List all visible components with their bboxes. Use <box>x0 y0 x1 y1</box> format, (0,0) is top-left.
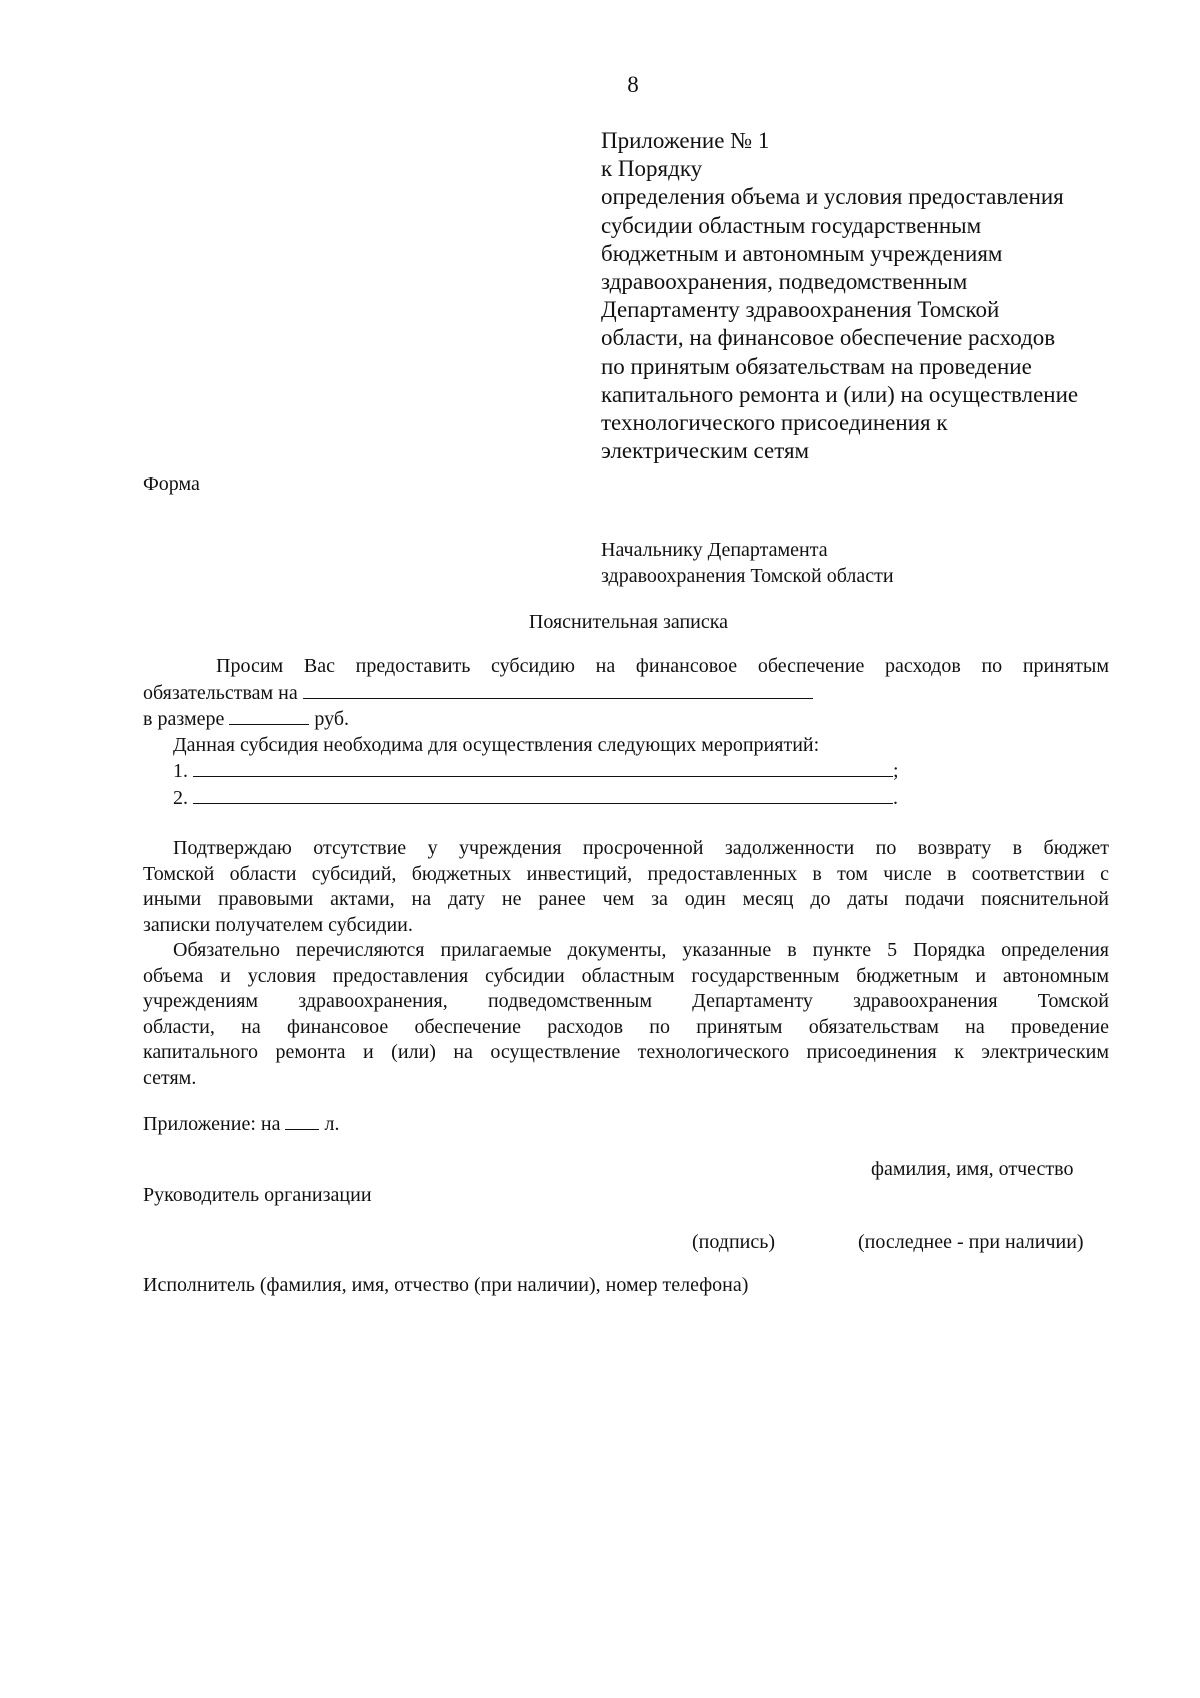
currency-label: руб. <box>314 708 350 730</box>
request-paragraph <box>143 654 1109 811</box>
executor-line: Исполнитель (фамилия, имя, отчество (при наличии), номер телефона) <box>143 1274 749 1296</box>
head-of-organization-label: Руководитель организации <box>143 1184 372 1206</box>
appendix-line: субсидии областным государственным <box>601 212 982 238</box>
amount-line <box>143 706 1109 733</box>
fio-note-label: (последнее - при наличии) <box>858 1231 1084 1253</box>
activity-item-1 <box>143 758 1109 785</box>
addressee-line: здравоохранения Томской области <box>601 565 894 587</box>
attached-line: Обязательно перечисляются прилагаемые документы, указанные в пункте 5 Порядка определения <box>173 939 1109 961</box>
activity-blank-2[interactable] <box>193 785 893 804</box>
enclosure-label: Приложение: на <box>143 1113 281 1135</box>
activity-blank-1[interactable] <box>193 758 893 777</box>
attached-line: учреждениям здравоохранения, подведомственным Департаменту здравоохранения Томской <box>143 990 1109 1012</box>
addressee-line: Начальнику Департамента <box>601 539 828 561</box>
item-end: . <box>893 786 898 809</box>
enclosure-line <box>143 1111 339 1136</box>
appendix-line: определения объема и условия предоставления <box>601 184 1064 210</box>
page-number: 8 <box>627 72 639 97</box>
request-line: Просим Вас предоставить субсидию на финансовое обеспечение расходов по принятым <box>216 655 1109 677</box>
obligations-blank[interactable] <box>303 680 813 699</box>
appendix-line: области, на финансовое обеспечение расходов <box>601 325 1056 351</box>
document-title: Пояснительная записка <box>528 611 729 633</box>
request-line <box>143 680 1109 707</box>
item-number: 1. <box>173 760 188 782</box>
appendix-line: к Порядку <box>601 156 703 182</box>
appendix-line: бюджетным и автономным учреждениям <box>601 240 1003 266</box>
appendix-line: электрическим сетям <box>601 438 810 464</box>
fio-label: фамилия, имя, отчество <box>871 1158 1074 1180</box>
appendix-header <box>601 127 1078 465</box>
form-label: Форма <box>143 473 200 495</box>
enclosure-unit: л. <box>324 1113 340 1135</box>
signature-label: (подпись) <box>692 1231 776 1253</box>
attached-line: сетям. <box>143 1066 197 1089</box>
addressee-block <box>601 537 894 589</box>
appendix-line: Департаменту здравоохранения Томской <box>601 297 1000 323</box>
activity-item-2 <box>143 785 1109 812</box>
amount-blank[interactable] <box>229 706 309 725</box>
attached-line: капитального ремонта и (или) на осуществление технологического присоединения к электрическим <box>143 1041 1109 1063</box>
attached-line: области, на финансовое обеспечение расходов по принятым обязательствам на проведение <box>143 1015 1109 1038</box>
item-end: ; <box>893 760 899 782</box>
appendix-line: Приложение № 1 <box>601 128 770 153</box>
appendix-line: технологического присоединения к <box>601 410 948 436</box>
enclosure-pages-blank[interactable] <box>285 1111 319 1130</box>
appendix-line: по принятым обязательствам на проведение <box>601 353 1032 379</box>
purpose-line: Данная субсидия необходима для осуществления следующих мероприятий: <box>173 733 820 756</box>
item-number: 2. <box>173 786 188 809</box>
confirmation-paragraph <box>143 836 1109 1091</box>
confirm-line: записки получателем субсидии. <box>143 913 413 936</box>
appendix-line: капитального ремонта и (или) на осуществление <box>601 381 1079 407</box>
appendix-line: здравоохранения, подведомственным <box>601 269 968 295</box>
confirm-line: Подтверждаю отсутствие у учреждения просроченной задолженности по возврату в бюджет <box>173 837 1109 859</box>
confirm-line: Томской области субсидий, бюджетных инвестиций, предоставленных в том числе в соответствии с <box>143 862 1109 885</box>
confirm-line: иными правовыми актами, на дату не ранее чем за один месяц до даты подачи пояснительной <box>143 888 1109 910</box>
amount-label: в размере <box>143 708 225 730</box>
obligations-label: обязательствам на <box>143 681 298 704</box>
attached-line: объема и условия предоставления субсидии областным государственным бюджетным и автономным <box>143 964 1109 987</box>
